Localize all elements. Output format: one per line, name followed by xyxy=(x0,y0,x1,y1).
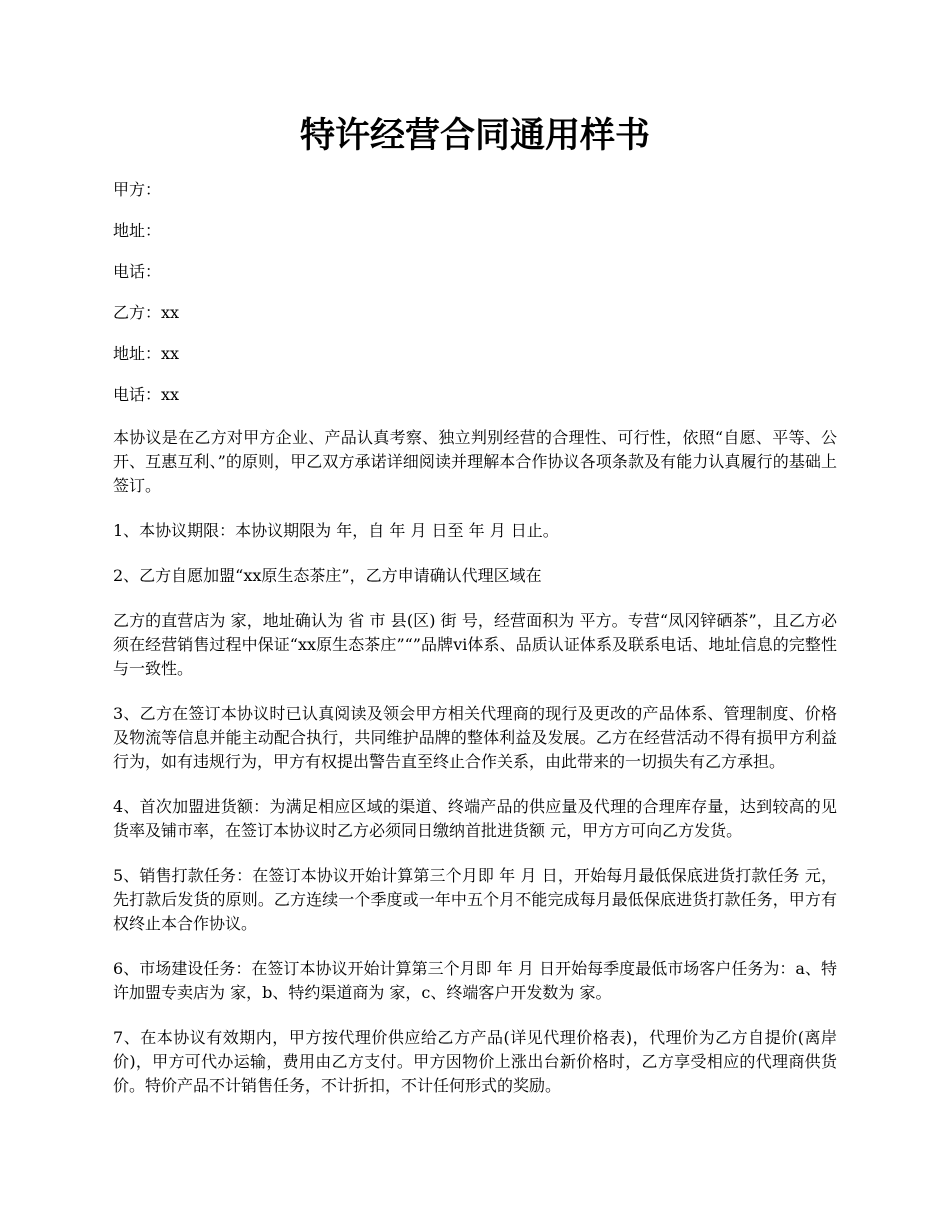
clause-6-paragraph: 6、市场建设任务：在签订本协议开始计算第三个月即 年 月 日开始每季度最低市场客户任务为：a、特许加盟专卖店为 家，b、特约渠道商为 家，c、终端客户开发数为 家。 xyxy=(113,959,837,1002)
party-info xyxy=(113,180,837,405)
clause-2-paragraph: 2、乙方自愿加盟“xx原生态茶庄”，乙方申请确认代理区域在 xyxy=(113,566,542,585)
clause-5-paragraph: 5、销售打款任务：在签订本协议开始计算第三个月即 年 月 日，开始每月最低保底进货打款任务 元， 先打款后发货的原则。乙方连续一个季度或一年中五个月不能完成每月最低保底进货打款任务，甲方有权终止本合作协议。 xyxy=(113,866,837,933)
clause-7-paragraph: 7、在本协议有效期内，甲方按代理价供应给乙方产品(详见代理价格表)，代理价为乙方自提价(离岸价)，甲方可代办运输，费用由乙方支付。甲方因物价上涨出台新价格时，乙方享受相应的代理商供货价。特价产品不计销售任务，不计折扣，不计任何形式的奖励。 xyxy=(113,1028,837,1095)
party-a-address: 地址： xyxy=(113,221,162,240)
party-a-name: 甲方： xyxy=(113,180,162,199)
party-b-name: 乙方：xx xyxy=(113,303,180,322)
preamble-paragraph: 本协议是在乙方对甲方企业、产品认真考察、独立判别经营的合理性、可行性，依照“自愿、平等、公开、互惠互利、”的原则，甲乙双方承诺详细阅读并理解本合作协议各项条款及有能力认真履行的基础上签订。 xyxy=(113,428,837,495)
party-b-address: 地址：xx xyxy=(113,344,180,363)
clause-1-paragraph: 1、本协议期限：本协议期限为 年，自 年 月 日至 年 月 日止。 xyxy=(113,521,559,540)
clause-2-detail-paragraph: 乙方的直营店为 家，地址确认为 省 市 县(区) 街 号，经营面积为 平方。专营“凤冈锌硒茶”，且乙方必须在经营销售过程中保证“xx原生态茶庄”“”品牌vi体系、品质认证体系及联系电话、地址信息的完整性与一致性。 xyxy=(113,611,837,678)
party-a-phone: 电话： xyxy=(113,262,162,281)
document-title: 特许经营合同通用样书 xyxy=(299,115,650,156)
clause-4-paragraph: 4、首次加盟进货额：为满足相应区域的渠道、终端产品的供应量及代理的合理库存量，达到较高的见货率及铺市率，在签订本协议时乙方必须同日缴纳首批进货额 元，甲方方可向乙方发货。 xyxy=(113,797,837,840)
party-b-phone: 电话：xx xyxy=(113,385,180,404)
clause-3-paragraph: 3、乙方在签订本协议时已认真阅读及领会甲方相关代理商的现行及更改的产品体系、管理制度、价格及物流等信息并能主动配合执行，共同维护品牌的整体利益及发展。乙方在经营活动不得有损甲方利益行为，如有违规行为，甲方有权提出警告直至终止合作关系，由此带来的一切损失有乙方承担。 xyxy=(113,704,837,771)
contract-body xyxy=(113,426,837,1098)
